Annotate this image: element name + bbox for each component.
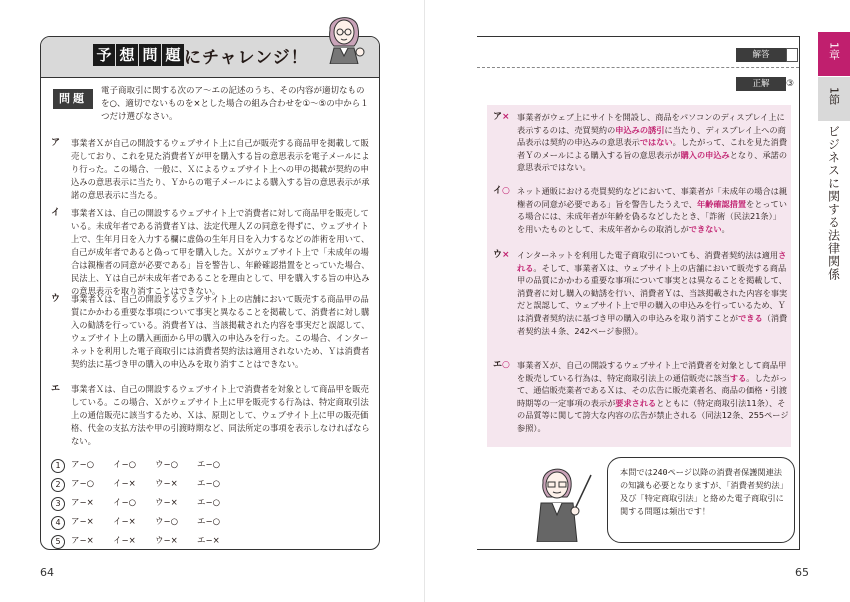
explanation-segment: 事業者がウェブ上にサイトを開設し、商品をパソコンのディスプレイ上に表示するのは、売買契約の bbox=[517, 112, 785, 135]
right-page bbox=[425, 0, 850, 602]
explanation-segment: に当たり、ディスプレイ上への商品表示は契約の申込みの意思表示 bbox=[517, 124, 786, 148]
section-title-tab bbox=[818, 125, 850, 305]
highlight-term: ではない bbox=[639, 137, 673, 148]
explanation-text bbox=[517, 185, 789, 235]
choice-a: ア−× bbox=[71, 498, 94, 508]
choice-u: ウ−○ bbox=[155, 460, 179, 470]
choice-u: ウ−× bbox=[155, 498, 178, 508]
explanation-text bbox=[517, 359, 789, 435]
explanation-label: イ○ bbox=[493, 186, 510, 196]
highlight-term: できない bbox=[688, 223, 722, 234]
explanation-segment: ネット通販における売買契約などにおいて、事業者が「未成年の場合は親権者の同意が必要である」旨を警告したうえで、 bbox=[517, 186, 788, 209]
seikai-value: ③ bbox=[786, 79, 795, 89]
choice-e: エ−○ bbox=[197, 517, 221, 527]
choice-u: ウ−× bbox=[155, 479, 178, 489]
item-label: ウ bbox=[51, 294, 61, 304]
kaito-label: 解答 bbox=[736, 48, 786, 62]
section-title: ビジネスに関する法律関係 bbox=[826, 125, 841, 281]
seikai-label: 正解 bbox=[736, 77, 786, 91]
bubble-text: 本問では240ページ以降の消費者保護関連法の知識も必要となりますが、「消費者契約法」及び「特定商取引法」と絡めた電子商取引に関する問題は頻出です！ bbox=[620, 467, 788, 516]
page-number-right: 65 bbox=[795, 566, 809, 579]
explanation-text bbox=[517, 249, 789, 337]
explanation-label: エ○ bbox=[493, 360, 510, 370]
choice-a: ア−○ bbox=[71, 460, 95, 470]
highlight-term: される bbox=[517, 250, 787, 273]
header-title-tail: にチャレンジ！ bbox=[184, 48, 309, 68]
item-text: 事業者Ｘは、自己の開設するウェブサイト上の店舗において販売する商品甲の品質にかかわる重要な事項について事実と異なることを掲載して、消費者に対し購入の勧誘を行っている。消費者Ｙは、当該掲載された内容を事実だと誤認して、ウェブサイト上の購入画面から甲の購入の申込みを行った。この場合、インターネットを利用した電子商取引には消費者契約法は適用されないため、Ｙは消費者契約法に基づき甲の購入の申込みを取り消すことはできない。 bbox=[71, 294, 370, 369]
highlight-term: できる bbox=[738, 312, 763, 323]
highlight-term: 年齢確認措置 bbox=[696, 198, 747, 209]
choice-e: エ−○ bbox=[197, 479, 221, 489]
answer-box bbox=[477, 36, 800, 550]
question-box bbox=[40, 36, 380, 550]
woman-character-icon bbox=[316, 8, 372, 64]
explanation-segment: （消費者契約法４条、242ページ参照）。 bbox=[517, 312, 788, 336]
explanation-segment: をとっている場合には、未成年者が年齢を偽るなどしたとき、「詐術（民法21条）」を用いたものとして、未成年者からの取消しが bbox=[517, 198, 787, 234]
mondai-label: 問題 bbox=[53, 89, 93, 109]
item-label: エ bbox=[51, 384, 61, 394]
choice-number: 2 bbox=[51, 478, 65, 492]
question-item-u bbox=[51, 293, 371, 378]
choice-a: ア−○ bbox=[71, 479, 95, 489]
question-item-i bbox=[51, 207, 371, 302]
choice-number: 1 bbox=[51, 459, 65, 473]
header-kanji-2: 想 bbox=[116, 44, 138, 66]
kaito-blank-box bbox=[786, 48, 798, 62]
explanation-segment: 。したがって、これを見た消費者Ｙのメールによる購入する旨の意思表示が bbox=[517, 137, 788, 160]
explanation-box bbox=[487, 105, 791, 447]
item-label: イ bbox=[51, 208, 61, 218]
section-label: 1節 bbox=[827, 87, 841, 105]
speech-bubble bbox=[607, 457, 795, 543]
item-text: 事業者Ｘが自己の開設するウェブサイト上に自己が販売する商品甲を掲載して販売しており、これを見た消費者Ｙが甲を購入する旨の意思表示を電子メールにより行った。この場合、一般に、Ｘによるウェブサイト上への甲の掲載が契約の申込みの意思表示に当たり、Ｙからの電子メールによる購入する旨の意思表示が承諾の意思表示に当たる。 bbox=[71, 138, 370, 200]
question-item-e bbox=[51, 383, 371, 453]
highlight-term: 購入の申込み bbox=[680, 149, 730, 160]
choice-a: ア−× bbox=[71, 536, 94, 546]
choice-i: イ−○ bbox=[113, 460, 137, 470]
explanation-segment: となり、承諾の意思表示ではない。 bbox=[517, 149, 788, 173]
choice-i: イ−× bbox=[113, 517, 136, 527]
choice-a: ア−× bbox=[71, 517, 94, 527]
explanation-text bbox=[517, 111, 789, 174]
item-label: ア bbox=[51, 138, 61, 148]
header-kanji-3: 問 bbox=[139, 44, 161, 66]
explanation-segment: 。 bbox=[721, 223, 730, 234]
header-kanji-4: 題 bbox=[162, 44, 184, 66]
chapter-tab[interactable] bbox=[818, 32, 850, 76]
choice-number: 3 bbox=[51, 497, 65, 511]
explanation-segment: 事業者Ｘが、自己の開設するウェブサイト上で消費者を対象として商品甲を販売している行為は、特定商取引法上の通信販売に該当 bbox=[517, 360, 787, 383]
page-number-left: 64 bbox=[40, 566, 54, 579]
choice-u: ウ−× bbox=[155, 536, 178, 546]
item-text: 事業者Ｘは、自己の開設するウェブサイト上で消費者を対象として商品甲を販売している。この場合、Ｘがウェブサイト上に甲を販売する行為は、特定商取引法上の通信販売に該当するため、Ｘは、原則として、ウェブサイト上に甲の販売価格、代金の支払方法や甲の引渡時期など、同法所定の事項を表示しなければならない。 bbox=[71, 384, 370, 446]
choice-u: ウ−○ bbox=[155, 517, 179, 527]
choice-e: エ−○ bbox=[197, 498, 221, 508]
highlight-term: 要求される bbox=[615, 397, 657, 408]
teacher-pointing-icon bbox=[525, 457, 593, 542]
choice-i: イ−× bbox=[113, 536, 136, 546]
section-tab[interactable] bbox=[818, 77, 850, 121]
choice-e: エ−○ bbox=[197, 460, 221, 470]
choice-number: 4 bbox=[51, 516, 65, 530]
choice-i: イ−× bbox=[113, 479, 136, 489]
question-intro: 電子商取引に関する次のア〜エの記述のうち、その内容が適切なものを○、適切でないものを×とした場合の組み合わせを①〜⑤の中から１つだけ選びなさい。 bbox=[101, 86, 369, 122]
cut-line bbox=[477, 67, 799, 68]
explanation-segment: 。そして、事業者Ｘは、ウェブサイト上の店舗において販売する商品甲の品質にかかわる重要な事項について事実とは異なることを掲載して、消費者に対し購入の勧誘を行い、消費者Ｙは、当該掲載された内容を事実だと誤認して、ウェブサイト上で甲の購入の申込みを行っているため、Ｙは消費者契約法に基づき甲の購入の申込みを取り消すことが bbox=[517, 262, 788, 323]
choice-number: 5 bbox=[51, 535, 65, 549]
choice-e: エ−× bbox=[197, 536, 220, 546]
explanation-segment: とともに（特定商取引法11条）、その品質等に関して誇大な内容の広告が禁止される（同法12条、255ページ参照）。 bbox=[517, 397, 789, 433]
highlight-term: する bbox=[729, 372, 747, 383]
explanation-label: ウ× bbox=[493, 250, 510, 260]
explanation-label: ア× bbox=[493, 112, 510, 122]
explanation-segment: インターネットを利用した電子商取引についても、消費者契約法は適用 bbox=[517, 250, 779, 260]
choice-i: イ−○ bbox=[113, 498, 137, 508]
item-text: 事業者Ｘは、自己の開設するウェブサイト上で消費者に対して商品甲を販売している。未成年者である消費者Ｙは、法定代理人Ｚの同意を得ずに、ウェブサイト上で、生年月日を入力する欄に虚偽の生年月日を入力するなどの詐術を用いて、自己が成年者であると偽って甲を購入した。Ｘがウェブサイト上で「未成年の場合は親権者の同意が必要である」旨を警告し、年齢確認措置をとっていた場合、民法上、Ｙは自己が未成年者であることを理由として、甲を購入する旨の申込みの意思表示を取り消すことはできない。 bbox=[71, 208, 370, 296]
chapter-label: 1章 bbox=[827, 42, 841, 60]
explanation-segment: 。したがって、通信販売業者であるＸは、その広告に販売業者名、商品の価格・引渡時期等の一定事項の表示が bbox=[517, 372, 788, 408]
question-item-a bbox=[51, 137, 371, 207]
header-kanji-1: 予 bbox=[93, 44, 115, 66]
highlight-term: 申込みの誘引 bbox=[615, 124, 665, 135]
